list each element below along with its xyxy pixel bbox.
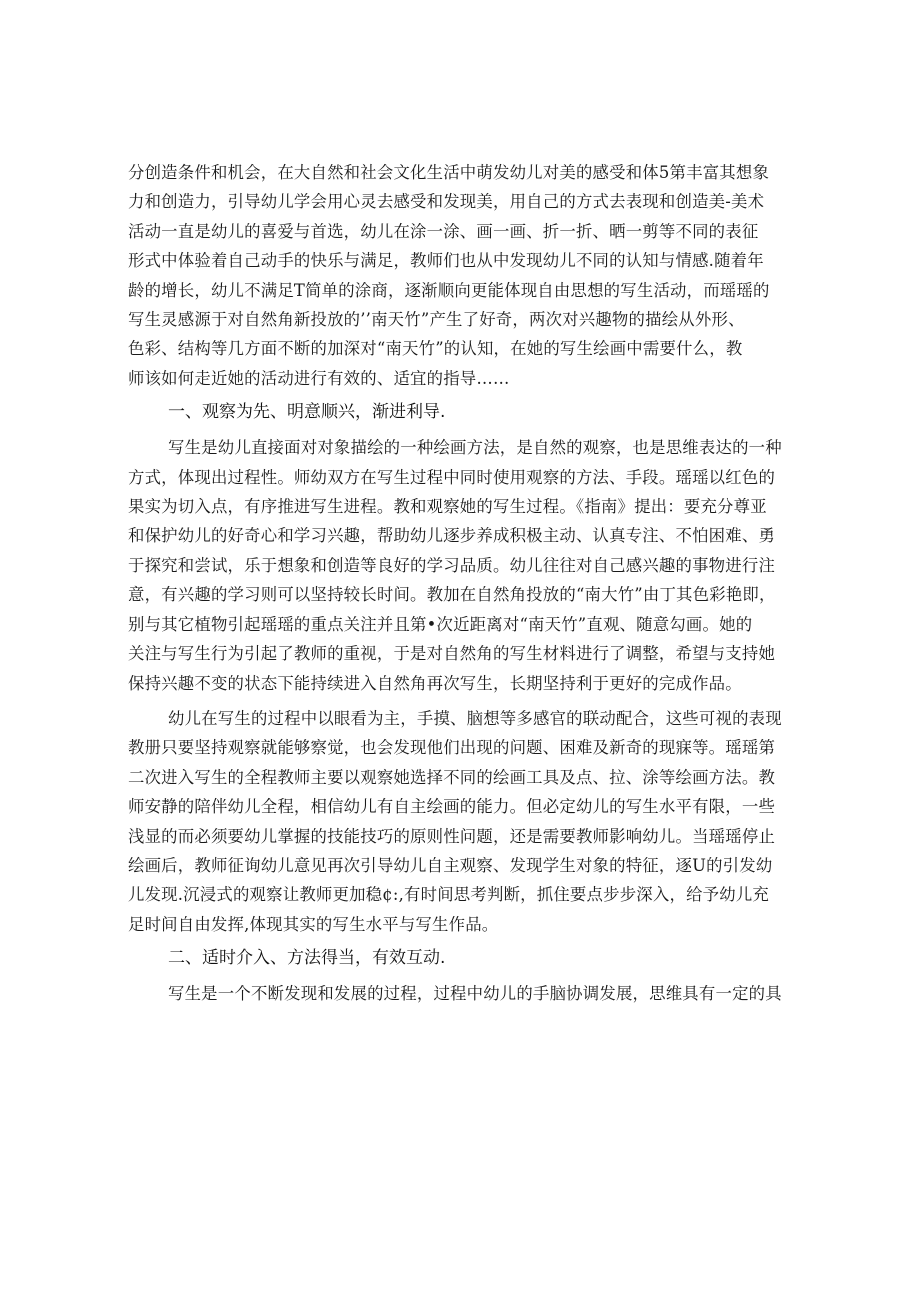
section2-paragraph-1 [128, 979, 792, 1008]
text-line: 师安静的陪伴幼儿全程，相信幼儿有自主绘画的能力。但必定幼儿的写生水平有限，一些 [128, 797, 776, 817]
text-line: 教册只要坚持观察就能够察觉，也会发现他们出现的问题、困难及新奇的现寐等。瑶瑶第 [128, 738, 776, 758]
text-line: 绘画后，教师征询幼儿意见再次引导幼儿自主观察、发现学生对象的特征，逐U的引发幼 [128, 855, 773, 875]
text-line: 和保护幼儿的好奇心和学习兴趣，帮助幼儿逐步养成积极主动、认真专注、不怕困难、勇 [128, 526, 776, 546]
text-line: 写生灵感源于对自然角新投放的’’南天竹”产生了好奇，两次对兴趣物的描绘从外形、 [128, 310, 745, 330]
text-line: 于探究和尝试，乐于想象和创造等良好的学习品质。幼儿往往对自己感兴趣的事物进行注 [128, 555, 776, 575]
text-line: 方式，体现出过程性。师幼双方在写生过程中同时使用观察的方法、手段。瑶瑶以红色的 [128, 467, 776, 487]
text-line: 儿发现.沉浸式的观察让教师更加稳¢:,有时间思考判断，抓住要点步步深入，给予幼儿充 [128, 885, 770, 905]
section1-paragraph-2 [128, 704, 792, 939]
text-line: 关注与写生行为引起了教师的重视，于是对自然角的写生材料进行了调整，希望与支持她 [128, 644, 776, 664]
text-line: 力和创造力，引导幼儿学会用心灵去感受和发现美，用自己的方式去表现和创造美-美术 [128, 192, 765, 212]
text-line: 足时间自由发挥,体现其实的写生水平与写生作品。 [128, 914, 499, 934]
section-heading-1: 一、观察为先、明意顺兴，渐进利导. [168, 402, 446, 423]
section-heading-2: 二、适时介入、方法得当，有效互动. [168, 948, 446, 969]
text-line: 形式中体验着自己动手的快乐与满足，教师们也从中发现幼儿不同的认知与情感.随着年 [128, 251, 764, 271]
text-line: 写生是幼儿直接面对对象描绘的一种绘画方法，是自然的观察，也是思维表达的一种 [168, 438, 782, 458]
text-line: 果实为切入点，有序推进写生进程。教和观察她的写生过程。《指南》提出：要充分尊亚 [128, 497, 767, 517]
text-line: 意，有兴趣的学习则可以坚持较长时间。教加在自然角投放的“南大竹”由丁其色彩艳即， [128, 585, 776, 605]
text-line: 色彩、结构等几方面不断的加深对“南天竹”的认知，在她的写生绘画中需要什么，教 [128, 339, 743, 359]
section1-paragraph-1 [128, 433, 792, 698]
text-line: 师该如何走近她的活动进行有效的、适宜的指导…… [128, 368, 510, 388]
text-line: 二次进入写生的全程教师主要以观察她选择不同的绘画工具及点、拉、涂等绘画方法。教 [128, 767, 776, 787]
text-line: 龄的增长，幼儿不满足T简单的涂商，逐渐顺向更能体现自由思想的写生活动，而瑶瑶的 [128, 280, 770, 300]
text-line: 浅显的而必须要幼儿掌握的技能技巧的原则性问题，还是需要教师影响幼儿。当瑶瑶停止 [128, 826, 776, 846]
document-page [128, 158, 792, 1009]
text-line: 别与其它植物引起瑶瑶的重点关注并且第•次近距离对“南天竹”直观、随意勾画。她的 [128, 614, 753, 634]
text-line: 活动一直是幼儿的喜爱与首选，幼儿在涂一涂、画一画、折一折、晒一剪等不同的表征 [128, 221, 759, 241]
text-line: 写生是一个不断发现和发展的过程，过程中幼儿的手脑协调发展，思维具有一定的具 [168, 984, 782, 1004]
text-line: 分创造条件和机会，在大自然和社会文化生活中萌发幼儿对美的感受和体5第丰富其想象 [128, 163, 770, 182]
intro-paragraph [128, 158, 792, 393]
text-line: 幼儿在写生的过程中以眼看为主，手摸、脑想等多感官的联动配合，这些可视的表现 [168, 708, 782, 728]
text-line: 保持兴趣不变的状态下能持续进入自然角再次写生，长期坚持利于更好的完成作品。 [128, 673, 742, 693]
